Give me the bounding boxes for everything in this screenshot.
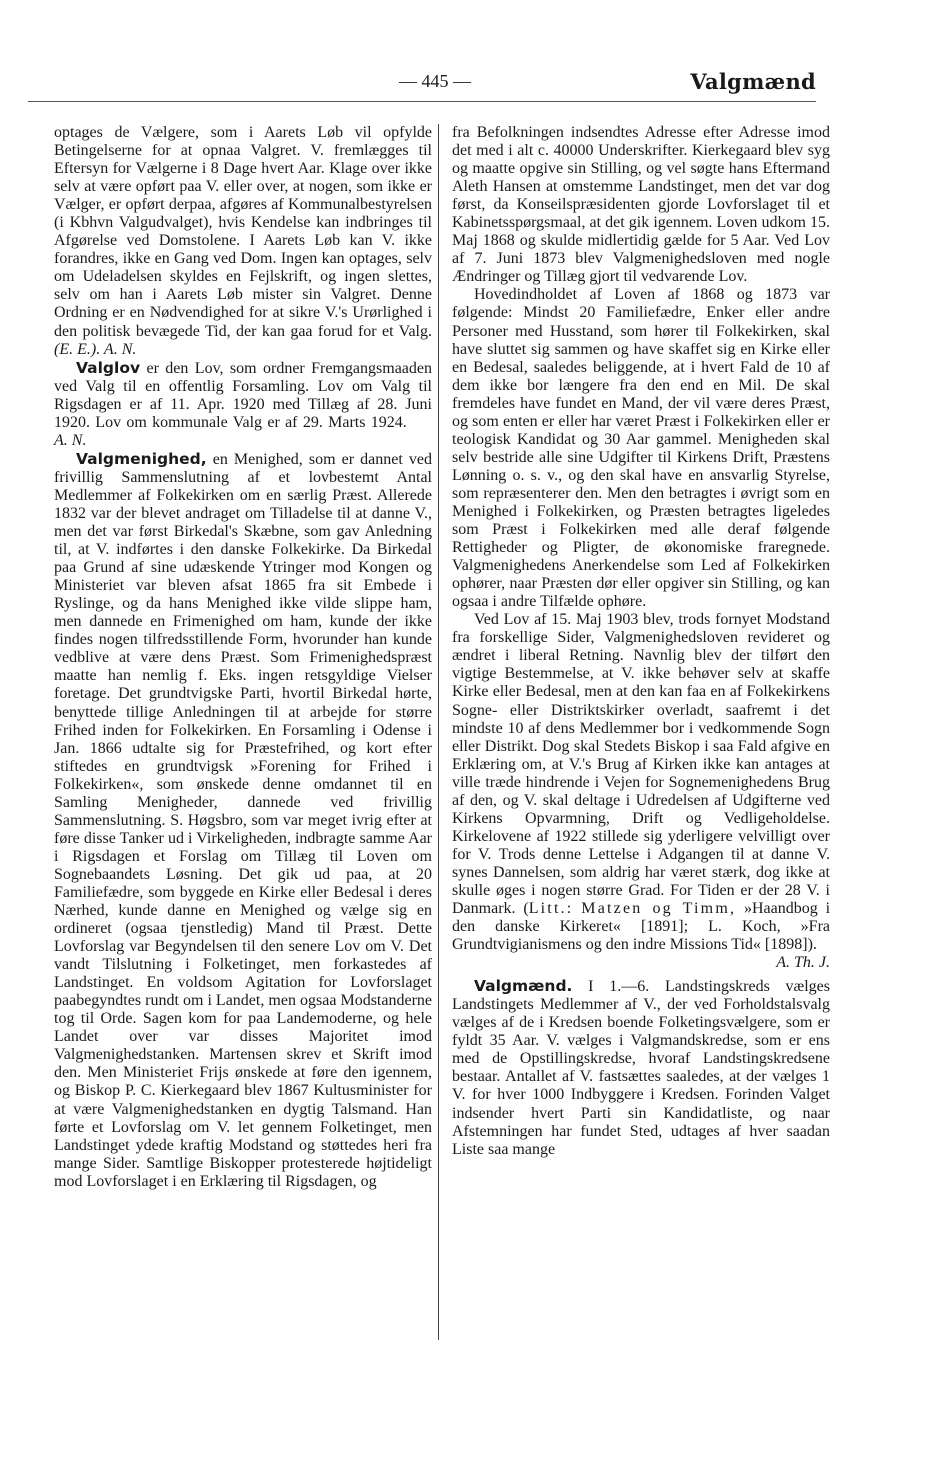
entry-headword: Valgmænd. <box>474 977 573 996</box>
author-signature: (E. E.). A. N. <box>54 340 137 358</box>
paragraph-continued <box>54 124 432 359</box>
paragraph-with-references <box>452 611 830 972</box>
entry-text: er den Lov, som ordner Fremgangsmaaden ved Valg til en offentlig Forsamling. Lov om Valg til Rigsdagen er af 11. Apr. 1920 med Tillæg af 28. Juni 1920. Lov om kommunale Valg er af 29. Marts 1924. <box>54 359 432 431</box>
paragraph-text: optages de Vælgere, som i Aarets Løb vil opfylde Betingelserne for at opnaa Valgret. V. fremlægges til Eftersyn for Vælgerne i 8 Dage hvert Aar. Klage over ikke selv at være opført paa V. eller over, at nogen, som ikke er Vælger, er opført derpaa, afgøres af Kommunalbestyrelsen (i Kbhvn Valgudvalget), hvis Kendelse kan indbringes til Afgørelse ved Domstolene. I Aarets Løb kan V. ikke forandres, ikke en Gang ved Dom. Ingen kan optages, selv om Udeladelsen skyldes en Fejlskrift, og ingen slettes, selv om han i Aarets Løb mister sin Valgret. Denne Ordning er en Nødvendighed for at sikre V.'s Urørlighed i den politisk bevægede Tid, der kan gaa forud for et Valg. <box>54 124 432 340</box>
entry-valgmenighed <box>54 450 432 1191</box>
reference-text: »Haandbog i den danske Kirkeret« [1891]; L. Koch, »Fra Grundtvigianismens og den indre Missions Tid« [1898]). <box>452 900 831 954</box>
paragraph: Hovedindholdet af Loven af 1868 og 1873 var følgende: Mindst 20 Familiefædre, Enker eller andre Personer med Husstand, som hører til Folkekirken, skal have sluttet sig sammen og have skaffet sig en Kirke eller en Bedesal, saaledes beliggende, at i hvert Fald de 10 af dem ikke bor længere fra den end en Mil. De skal fremdeles have fundet en Mand, der vil være deres Præst, og som enten er eller har været Præst i Folkekirken eller er teologisk Kandidat og 30 Aar gammel. Menigheden skal selv bestride alle sine Udgifter til Kirkens Drift, Præstens Lønning o. s. v., og den skal have en ansvarlig Styrelse, som repræsenterer den. Men den betragtes i øvrigt som en Menighed i Folkekirken, og Præsten betragtes ligeledes som Præst i Folkekirken med alle deraf følgende Rettigheder og Pligter, de økonomiske fraregnede. Valgmenighedens Anerkendelse som Led af Folkekirken ophører, naar Præsten dør eller opgiver sin Stilling, og kan ogsaa i andre Tilfælde ophøre. <box>452 286 830 611</box>
right-column <box>452 124 830 1159</box>
entry-valgmaend <box>452 977 830 1158</box>
left-column <box>54 124 432 1191</box>
page-number: — 445 — <box>399 71 471 91</box>
entry-headword: Valgmenighed, <box>76 449 207 468</box>
author-signature: A. Th. J. <box>776 954 830 972</box>
entry-headword: Valglov <box>76 358 141 377</box>
entry-valglov <box>54 359 432 450</box>
running-title: Valgmænd <box>690 69 816 94</box>
entry-text: I 1.—6. Landstingskreds vælges Landstingets Medlemmer af V., der ved Forholdstalsvalg vælges af de i Kredsen boende Folketingsvælgere, som er fyldt 35 Aar. V. vælges i Valgmandskredse, som er ens med de Opstillingskredse, hvoraf Landstingskredsene bestaar. Antallet af V. fastsættes saaledes, at der vælges 1 V. for hver 1000 Indbyggere i Kredsen. Forinden Valget indsender hvert Parti sin Kandidatliste, og naar Afstemningen har fundet Sted, udtages af hver saadan Liste saa mange <box>452 978 830 1158</box>
literature-label: Litt.: <box>528 900 574 918</box>
entry-text: en Menighed, som er dannet ved frivillig Sammenslutning af et lovbestemt Antal Medlemmer af Folkekirken om en særlig Præst. Allerede 1832 var der blevet andraget om Tilladelse til at danne V., men det var først Birkedal's Skæbne, som gav Anledning til, at V. indførtes i den danske Folkekirke. Da Birkedal paa Grund af sine udæskende Ytringer mod Kongen og Ministeriet var bleven afsat 1865 fra sit Embede i Ryslinge, og da hans Menighed ikke vilde slippe ham, men dannede en Frimenighed om ham, kunde der ikke findes nogen tilfredsstillende Form, hvorunder han kunde vedblive at være dens Præst. Som Frimenighedspræst maatte han nemlig f. Eks. ingen retsgyldige Vielser foretage. Det grundtvigske Parti, hvortil Birkedal hørte, benyttede tillige Anledningen til at arbejde for større Frihed inden for Folkekirken. En Forsamling i Odense i Jan. 1866 udtalte sig for Præstefrihed, og kort efter stiftedes en grundtvigsk »Forening for Frihed i Folkekirken«, som ønskede denne omdannet til en Samling Menigheder, dannede ved frivillig Sammenslutning. S. Høgsbro, som var meget ivrig efter at føre disse Tanker ud i Virkeligheden, indbragte samme Aar i Rigsdagen et Forslag om Tillæg til Loven om Sognebaandets Løsning. Det gik ud paa, at 20 Familiefædre, som byggede en Kirke eller Bedesal i deres Nærhed, kunde danne en Menighed og vælge sig en ordineret (ogsaa tjenstledig) Mand til Præst. Dette Lovforslag var Begyndelsen til den senere Lov om V. Det vandt Tilslutning i Folketinget, men forkastedes af Landstinget. En voldsom Agitation for Lovforslaget paabegyndtes rundt om i Landet, men ogsaa Modstanderne tog til Orde. Sagen kom for paa Landemoderne, og hele Landet over var disses Majoritet imod Valgmenighedstanken. Martensen skrev et Skrift imod den. Men Ministeriet Frijs ønskede at føre den igennem, og Biskop P. C. Kierkegaard blev 1867 Kultusminister for at være Valgmenighedstanken en dygtig Talsmand. Han førte et Lovforslag om V. let gennem Folketinget, men Landstinget ydede kraftig Modstand og støttedes heri fra mange Sider. Samtlige Biskopper protesterede højtideligt mod Lovforslaget i en Erklæring til Rigsdagen, og <box>54 450 432 1190</box>
author-signature: A. N. <box>54 431 87 449</box>
paragraph-continued: fra Befolkningen indsendtes Adresse efter Adresse imod det med i alt c. 40000 Underskrifter. Kierkegaard blev syg og maatte opgive sin Stilling, og vel søgte hans Eftermand Aleth Hansen at omstemme Landstinget, men det var dog først, da Konseilspræsidenten gjorde Lovforslaget til et Kabinetsspørgsmaal, at det gik igennem. Loven udkom 15. Maj 1868 og skulde midlertidig gælde for 5 Aar. Ved Lov af 7. Juni 1873 blev Valgmenighedsloven med nogle Ændringer og Tillæg gjort til vedvarende Lov. <box>452 124 830 286</box>
header-rule <box>28 101 816 102</box>
column-divider <box>438 124 439 1340</box>
paragraph-text: Ved Lov af 15. Maj 1903 blev, trods fornyet Modstand fra forskellige Sider, Valgmenighedsloven revideret og ændret i liberal Retning. Navnlig blev der tilført den vigtige Bestemmelse, at V. ikke behøver selv at skaffe Kirke eller Bedesal, men at den kan faa en af Folkekirkens Sogne- eller Distriktskirker overladt, saafremt i det mindste 10 af dens Medlemmer bor i vedkommende Sogn eller Distrikt. Dog skal Stedets Biskop i saa Fald afgive en Erklæring om, at V.'s Brug af Kirken ikke kan antages at ville træde hindrende i Vejen for Sognemenighedens Brug af den, og V. skal deltage i Udredelsen af Udgifterne ved Kirkens Opvarmning, Drift og Vedligeholdelse. Kirkelovene af 1922 stillede sig yderligere velvilligt over for V. Trods denne Lettelse i Adgangen til at danne V. synes Dannelsen, som aldrig har været stærk, dog ikke at skulle øges i nogen større Grad. For Tiden er der 28 V. i Danmark. ( <box>452 611 830 918</box>
reference-authors: Matzen og Timm, <box>581 900 737 918</box>
